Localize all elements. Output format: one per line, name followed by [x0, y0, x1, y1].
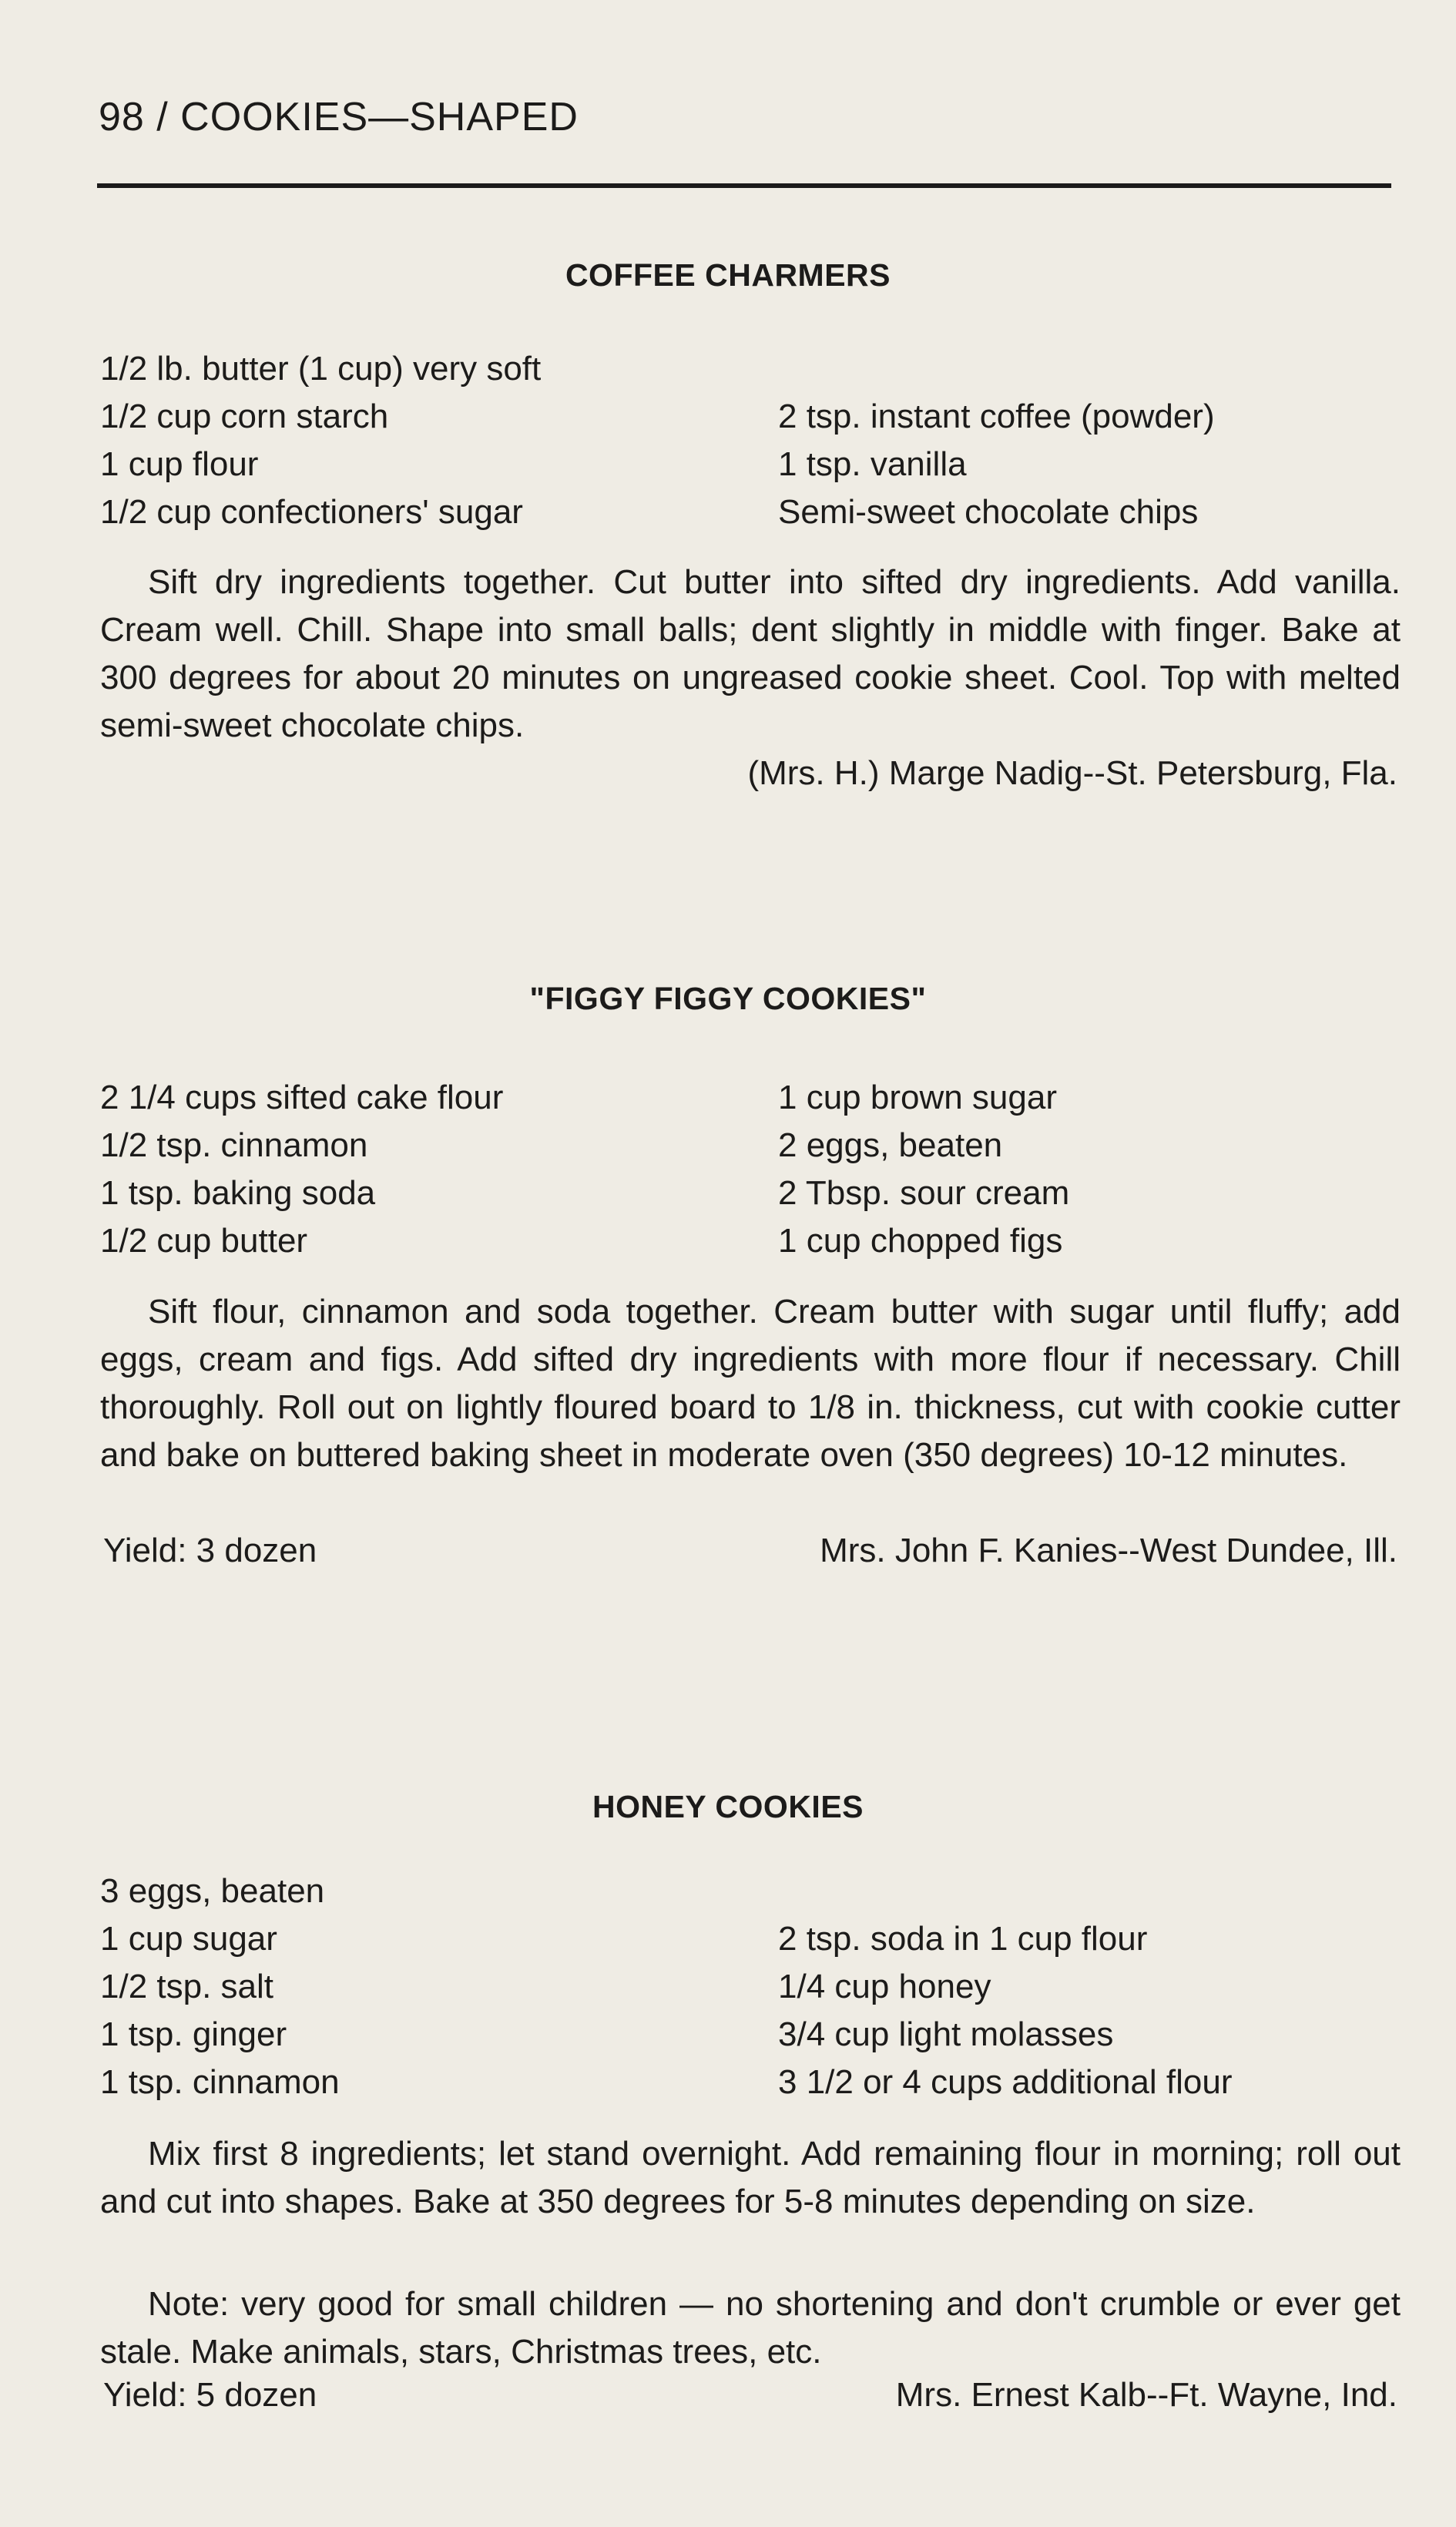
author-coffee-charmers: (Mrs. H.) Marge Nadig--St. Petersburg, Fla. [747, 754, 1397, 792]
ingredient: 1 tsp. cinnamon [100, 2063, 340, 2101]
ingredient: 1 cup chopped figs [778, 1222, 1063, 1260]
page-header: 98 / COOKIES—SHAPED [99, 95, 579, 139]
ingredient: 3 eggs, beaten [100, 1872, 325, 1910]
note-honey-cookies: Note: very good for small children — no shortening and don't crumble or ever get stale. Make animals, stars, Christmas trees, etc. [100, 2285, 1401, 2371]
ingredient: Semi-sweet chocolate chips [778, 493, 1199, 531]
header-rule [97, 183, 1391, 188]
ingredient: 1/2 tsp. cinnamon [100, 1126, 368, 1164]
ingredient: 1 tsp. vanilla [778, 445, 967, 483]
ingredient: 2 1/4 cups sifted cake flour [100, 1079, 504, 1116]
ingredient: 1 cup brown sugar [778, 1079, 1057, 1116]
author-figgy-figgy-cookies: Mrs. John F. Kanies--West Dundee, Ill. [820, 1532, 1397, 1569]
ingredient: 1/2 cup butter [100, 1222, 308, 1260]
ingredient: 1/2 tsp. salt [100, 1968, 274, 2005]
ingredient: 3 1/2 or 4 cups additional flour [778, 2063, 1233, 2101]
ingredient: 2 Tbsp. sour cream [778, 1174, 1070, 1212]
author-honey-cookies: Mrs. Ernest Kalb--Ft. Wayne, Ind. [895, 2376, 1397, 2414]
ingredient: 1/2 cup corn starch [100, 398, 389, 435]
ingredient: 1 tsp. baking soda [100, 1174, 376, 1212]
ingredient: 1/2 cup confectioners' sugar [100, 493, 523, 531]
ingredient: 2 eggs, beaten [778, 1126, 1003, 1164]
yield-honey-cookies: Yield: 5 dozen [103, 2376, 317, 2414]
ingredient: 1/4 cup honey [778, 1968, 991, 2005]
recipe-title-figgy-figgy-cookies: "FIGGY FIGGY COOKIES" [529, 981, 927, 1016]
instructions-coffee-charmers: Sift dry ingredients together. Cut butter into sifted dry ingredients. Add vanilla. Cream well. Chill. Shape into small balls; dent slightly in middle with finger. Bake at 300 degrees for about 20 minutes on ungreased cookie sheet. Cool. Top with melted semi-sweet chocolate chips. [100, 563, 1401, 744]
ingredient: 3/4 cup light molasses [778, 2015, 1114, 2053]
ingredient: 1 cup flour [100, 445, 259, 483]
recipe-title-honey-cookies: HONEY COOKIES [592, 1789, 864, 1824]
instructions-figgy-figgy-cookies: Sift flour, cinnamon and soda together. Cream butter with sugar until fluffy; add eggs, cream and figs. Add sifted dry ingredients with more flour if necessary. Chill thoroughly. Roll out on lightly floured board to 1/8 in. thickness, cut with cookie cutter and bake on buttered baking sheet in moderate oven (350 degrees) 10-12 minutes. [100, 1293, 1401, 1474]
ingredients-left-coffee-charmers [100, 345, 541, 536]
yield-figgy-figgy-cookies: Yield: 3 dozen [103, 1532, 317, 1569]
ingredients-left-honey-cookies [100, 1868, 340, 2106]
recipe-title-coffee-charmers: COFFEE CHARMERS [565, 257, 891, 293]
instructions-honey-cookies: Mix first 8 ingredients; let stand overnight. Add remaining flour in morning; roll out and cut into shapes. Bake at 350 degrees for 5-8 minutes depending on size. [100, 2135, 1401, 2220]
ingredient: 2 tsp. instant coffee (powder) [778, 398, 1215, 435]
ingredients-right-coffee-charmers [778, 393, 1215, 536]
ingredient: 2 tsp. soda in 1 cup flour [778, 1920, 1148, 1958]
ingredient: 1 cup sugar [100, 1920, 277, 1958]
ingredients-right-honey-cookies [778, 1915, 1233, 2106]
ingredient: 1 tsp. ginger [100, 2015, 287, 2053]
ingredients-left-figgy-figgy-cookies [100, 1074, 503, 1265]
ingredient: 1/2 lb. butter (1 cup) very soft [100, 350, 542, 388]
ingredients-right-figgy-figgy-cookies [778, 1074, 1069, 1265]
